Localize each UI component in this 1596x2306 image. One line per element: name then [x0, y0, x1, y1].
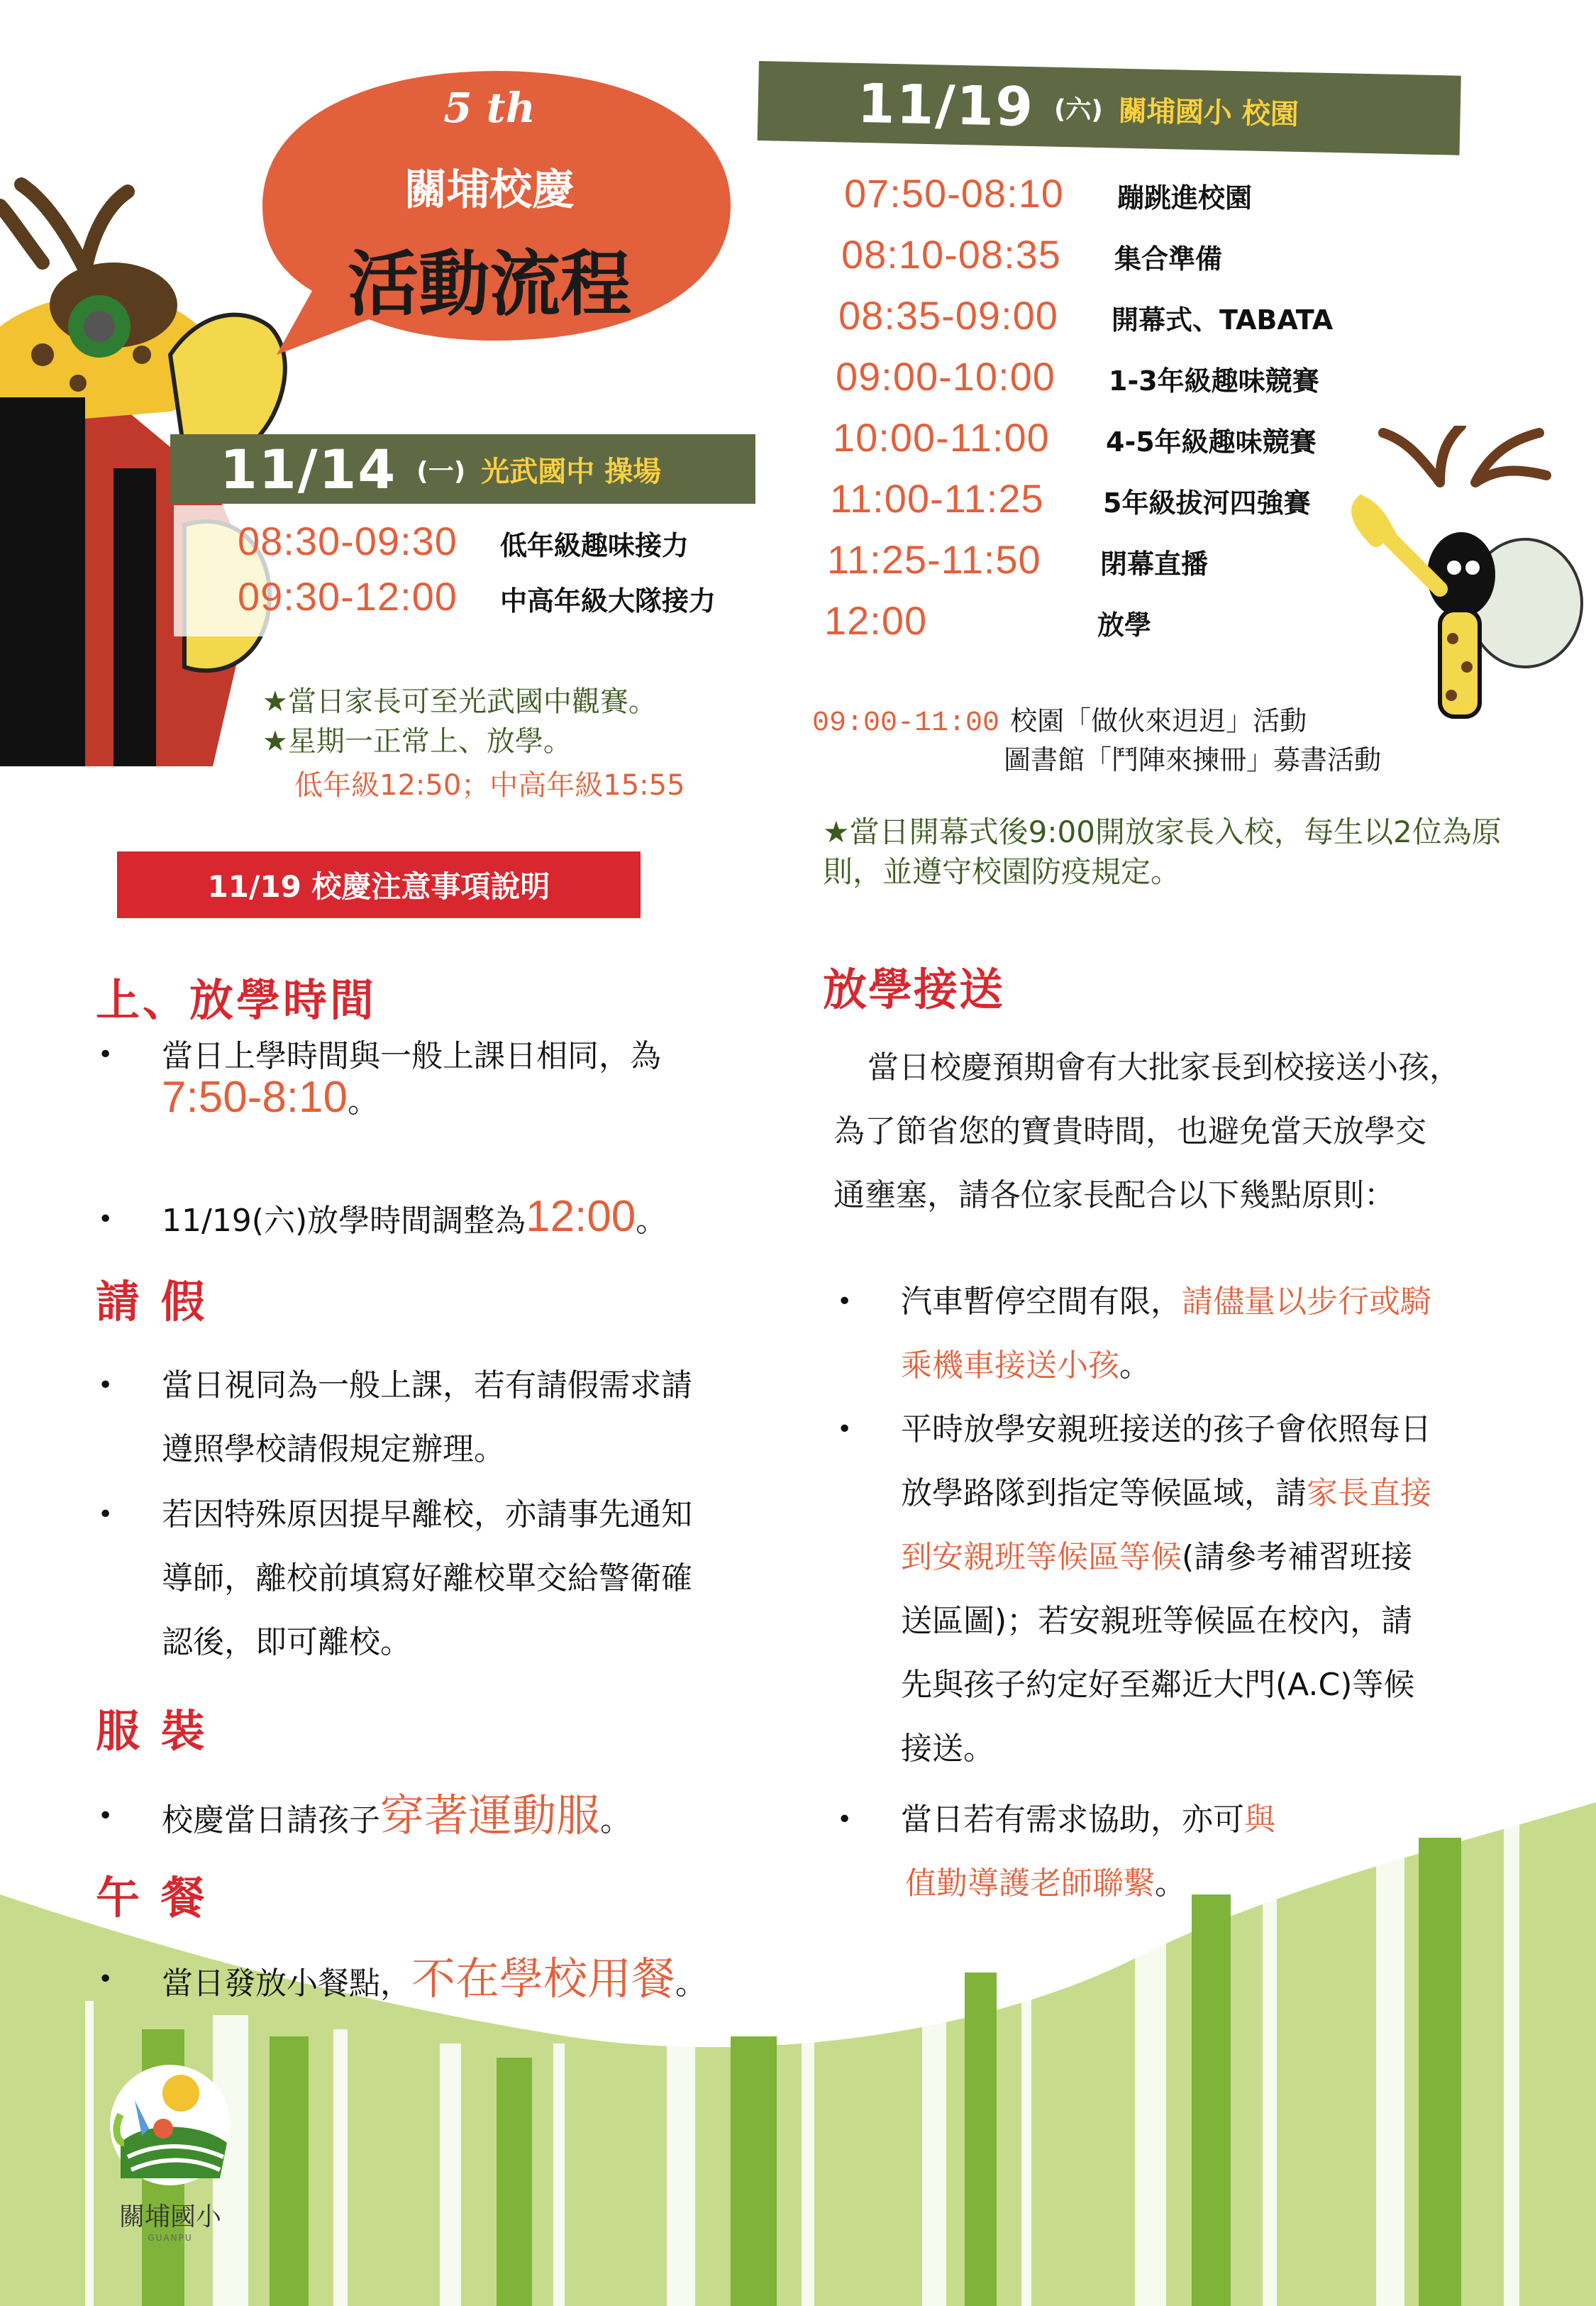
edition-label: 5 th — [443, 84, 536, 132]
pickup-b2-line3b: (請參考補習班接 — [1182, 1539, 1413, 1575]
event1-note-1: ★當日家長可至光武國中觀賽。 — [262, 685, 657, 718]
event2-row — [838, 292, 1333, 338]
bullet-item — [98, 1192, 786, 1246]
pickup-b1-hl2: 乘機車接送小孩 — [901, 1347, 1119, 1384]
pickup-b3-hl2: 值勤導護老師聯繫 — [905, 1865, 1155, 1902]
event2-time-3: 08:35-09:00 — [838, 293, 1058, 338]
leave-b2-line1: 若因特殊原因提早離校，亦請事先通知 — [162, 1496, 692, 1533]
bee-mascot-illustration — [1334, 426, 1589, 738]
leave-b2-line3: 認後，即可離校。 — [162, 1624, 411, 1660]
pickup-b1-hl1: 請儘量以步行或騎 — [1182, 1284, 1431, 1320]
event1-event-1: 低年級趣味接力 — [500, 530, 689, 561]
bullet-item — [98, 1354, 800, 1482]
bullet-dot: • — [98, 1371, 113, 1400]
leave-b1-line1: 當日視同為一般上課，若有請假需求請 — [162, 1367, 692, 1403]
event2-row — [827, 536, 1208, 583]
event1-event-2: 中高年級大隊接力 — [500, 585, 716, 617]
lunch-b1-end: 。 — [675, 1965, 707, 2002]
event2-time-8: 12:00 — [824, 598, 928, 643]
pickup-intro-line2: 為了節省您的寶貴時間，也避免當天放學交 — [833, 1113, 1426, 1149]
event2-date: 11/19 — [856, 71, 1035, 138]
schedule-b2-end: 。 — [636, 1203, 667, 1239]
event1-dow: (一) — [416, 456, 466, 486]
event1-row — [238, 518, 689, 564]
schedule-b1-value: 7:50-8:10 — [162, 1073, 348, 1122]
bullet-item — [98, 1951, 800, 2012]
title-bubble-text — [234, 64, 745, 362]
event2-row — [836, 353, 1319, 399]
school-logo-emblem — [92, 2058, 248, 2192]
schedule-b1-end: 。 — [348, 1083, 379, 1120]
pickup-b2-line4: 送區圖)；若安親班等候區在校內，請 — [901, 1603, 1413, 1639]
side-activities-time: 09:00-11:00 — [812, 707, 1000, 739]
event2-event-4: 1-3年級趣味競賽 — [1109, 365, 1319, 397]
pickup-intro-line3: 通壅塞，請各位家長配合以下幾點原則： — [833, 1177, 1395, 1213]
event1-place: 光武國中 操場 — [481, 455, 662, 488]
event1-note-times: 低年級12:50；中高年級15:55 — [294, 769, 685, 802]
bullet-item — [98, 1483, 800, 1675]
event2-event-8: 放學 — [1097, 609, 1152, 641]
event2-time-7: 11:25-11:50 — [827, 537, 1041, 582]
pickup-b2-line2a: 放學路隊到指定等候區域，請 — [901, 1475, 1307, 1511]
bullet-item — [98, 1036, 786, 1122]
event2-event-6: 5年級拔河四強賽 — [1103, 487, 1311, 519]
bullet-item — [837, 1788, 1553, 1916]
dress-b1-text: 校慶當日請孩子 — [162, 1802, 380, 1838]
event2-event-3: 開幕式、TABATA — [1112, 304, 1334, 336]
schedule-b1-text: 當日上學時間與一般上課日相同，為 — [162, 1038, 661, 1074]
school-logo — [92, 2058, 248, 2242]
dress-b1-end: 。 — [600, 1802, 632, 1838]
leave-b1-line2: 遵照學校請假規定辦理。 — [162, 1431, 505, 1467]
side-activity-1: 校園「做伙來迌迌」活動 — [1010, 705, 1307, 737]
schedule-b2-value: 12:00 — [526, 1192, 636, 1241]
bullet-dot: • — [98, 1205, 113, 1234]
notice-banner: 11/19 校慶注意事項說明 — [117, 851, 641, 918]
bullet-dot: • — [837, 1415, 853, 1444]
pickup-b2-line6: 接送。 — [901, 1731, 994, 1767]
event2-row — [844, 170, 1252, 216]
event1-date: 11/14 — [220, 437, 397, 501]
pickup-b2-line5: 先與孩子約定好至鄰近大門(A.C)等候 — [901, 1667, 1415, 1703]
pickup-b2-line1: 平時放學安親班接送的孩子會依照每日 — [901, 1411, 1431, 1447]
school-logo-name: 關埔國小 — [118, 2202, 221, 2231]
heading-lunch: 午 餐 — [96, 1872, 208, 1924]
bullet-dot: • — [837, 1805, 853, 1834]
lunch-b1-value: 不在學校用餐 — [411, 1955, 676, 2004]
bullet-item — [98, 1788, 800, 1849]
title-line-2: 活動流程 — [348, 242, 631, 326]
bullet-dot: • — [98, 1500, 113, 1529]
event2-event-5: 4-5年級趣味競賽 — [1106, 426, 1317, 458]
event2-dow: (六) — [1053, 94, 1104, 125]
event2-side-activities — [812, 699, 1307, 739]
event2-parent-note: ★當日開幕式後9:00開放家長入校，每生以2位為原則，並遵守校園防疫規定。 — [823, 815, 1502, 889]
school-logo-sub: GUANPU — [148, 2233, 193, 2243]
pickup-intro-line1: 當日校慶預期會有大批家長到校接送小孩， — [868, 1049, 1461, 1086]
heading-dress: 服 裝 — [96, 1705, 208, 1757]
event2-row — [833, 414, 1317, 460]
event2-row — [841, 231, 1222, 277]
event2-place: 關埔國小 校園 — [1118, 94, 1299, 131]
pickup-intro — [833, 1036, 1557, 1228]
dress-b1-value: 穿著運動服 — [380, 1792, 601, 1841]
pickup-b3-end: 。 — [1155, 1865, 1186, 1902]
event2-row — [824, 597, 1151, 644]
title-line-1: 關埔校慶 — [404, 165, 575, 215]
event1-time-1: 08:30-09:30 — [238, 519, 458, 563]
event1-date-bar — [170, 434, 755, 504]
event2-time-4: 09:00-10:00 — [836, 354, 1055, 399]
bullet-dot: • — [98, 1965, 113, 1994]
event2-event-7: 閉幕直播 — [1100, 548, 1209, 580]
heading-pickup: 放學接送 — [823, 964, 1005, 1015]
pickup-b1-line1: 汽車暫停空間有限， — [901, 1284, 1182, 1320]
event1-row — [238, 573, 716, 619]
event1-time-2: 09:30-12:00 — [238, 574, 458, 619]
pickup-b2-hl2: 到安親班等候區等候 — [901, 1539, 1182, 1575]
event2-row — [830, 475, 1310, 522]
lunch-b1-text: 當日發放小餐點， — [162, 1965, 411, 2002]
event2-date-bar — [758, 61, 1461, 155]
heading-schedule: 上、放學時間 — [96, 974, 377, 1026]
bullet-item — [837, 1270, 1553, 1398]
pickup-b3-line1: 當日若有需求協助，亦可 — [901, 1802, 1244, 1838]
event2-event-1: 蹦跳進校園 — [1117, 182, 1253, 214]
event1-note-2: ★星期一正常上、放學。 — [262, 725, 572, 758]
event2-time-6: 11:00-11:25 — [830, 476, 1044, 521]
event2-time-1: 07:50-08:10 — [844, 171, 1064, 216]
bullet-dot: • — [837, 1287, 853, 1316]
schedule-b2-text: 11/19(六)放學時間調整為 — [162, 1203, 526, 1239]
event2-event-2: 集合準備 — [1114, 243, 1223, 275]
bullet-dot: • — [98, 1040, 113, 1069]
pickup-b2-hl1: 家長直接 — [1307, 1475, 1431, 1511]
leave-b2-line2: 導師，離校前填寫好離校單交給警衛確 — [162, 1560, 692, 1596]
pickup-b3-hl1: 與 — [1244, 1802, 1275, 1838]
pickup-b1-end: 。 — [1119, 1347, 1151, 1384]
heading-leave: 請 假 — [96, 1276, 208, 1328]
event2-time-2: 08:10-08:35 — [841, 232, 1061, 277]
bullet-dot: • — [98, 1802, 113, 1831]
side-activity-2: 圖書館「鬥陣來揀冊」募書活動 — [1004, 744, 1382, 776]
bullet-item — [837, 1398, 1553, 1781]
event2-time-5: 10:00-11:00 — [833, 415, 1050, 460]
